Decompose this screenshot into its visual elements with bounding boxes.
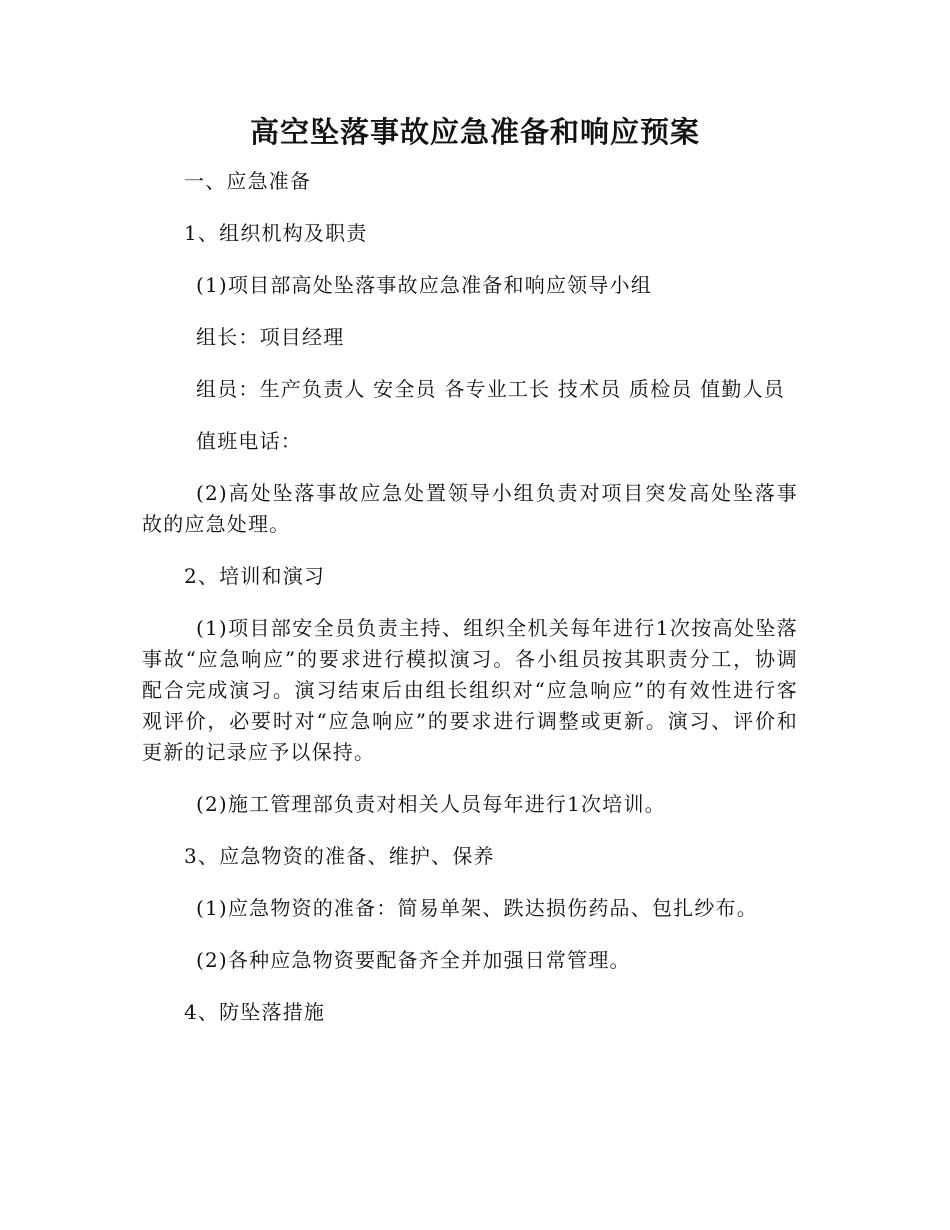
paragraph: (2)各种应急物资要配备齐全并加强日常管理。 bbox=[196, 948, 631, 972]
subsection-heading: 1、组织机构及职责 bbox=[184, 221, 368, 245]
paragraph: (1)应急物资的准备：简易单架、跌达损伤药品、包扎纱布。 bbox=[196, 896, 758, 920]
section-heading: 一、应急准备 bbox=[184, 169, 312, 193]
paragraph: (1)项目部安全员负责主持、组织全机关每年进行1次按高处坠落事故“应急响应”的要求进行模拟演习。各小组员按其职责分工，协调配合完成演习。演习结束后由组长组织对“应急响应”的有效性进行客观评价，必要时对“应急响应”的要求进行调整或更新。演习、评价和更新的记录应予以保持。 bbox=[142, 616, 798, 764]
document-title: 高空坠落事故应急准备和响应预案 bbox=[249, 115, 700, 149]
paragraph: (1)项目部高处坠落事故应急准备和响应领导小组 bbox=[196, 273, 652, 297]
paragraph: 值班电话： bbox=[196, 429, 302, 453]
paragraph: 组员：生产负责人 安全员 各专业工长 技术员 质检员 值勤人员 bbox=[196, 377, 785, 401]
subsection-heading: 3、应急物资的准备、维护、保养 bbox=[184, 844, 495, 868]
paragraph: (2)施工管理部负责对相关人员每年进行1次培训。 bbox=[196, 792, 666, 816]
document-body bbox=[142, 166, 798, 1028]
paragraph: 组长：项目经理 bbox=[196, 325, 345, 349]
paragraph: (2)高处坠落事故应急处置领导小组负责对项目突发高处坠落事故的应急处理。 bbox=[142, 481, 798, 536]
subsection-heading: 4、防坠落措施 bbox=[184, 1000, 326, 1024]
subsection-heading: 2、培训和演习 bbox=[184, 564, 326, 588]
